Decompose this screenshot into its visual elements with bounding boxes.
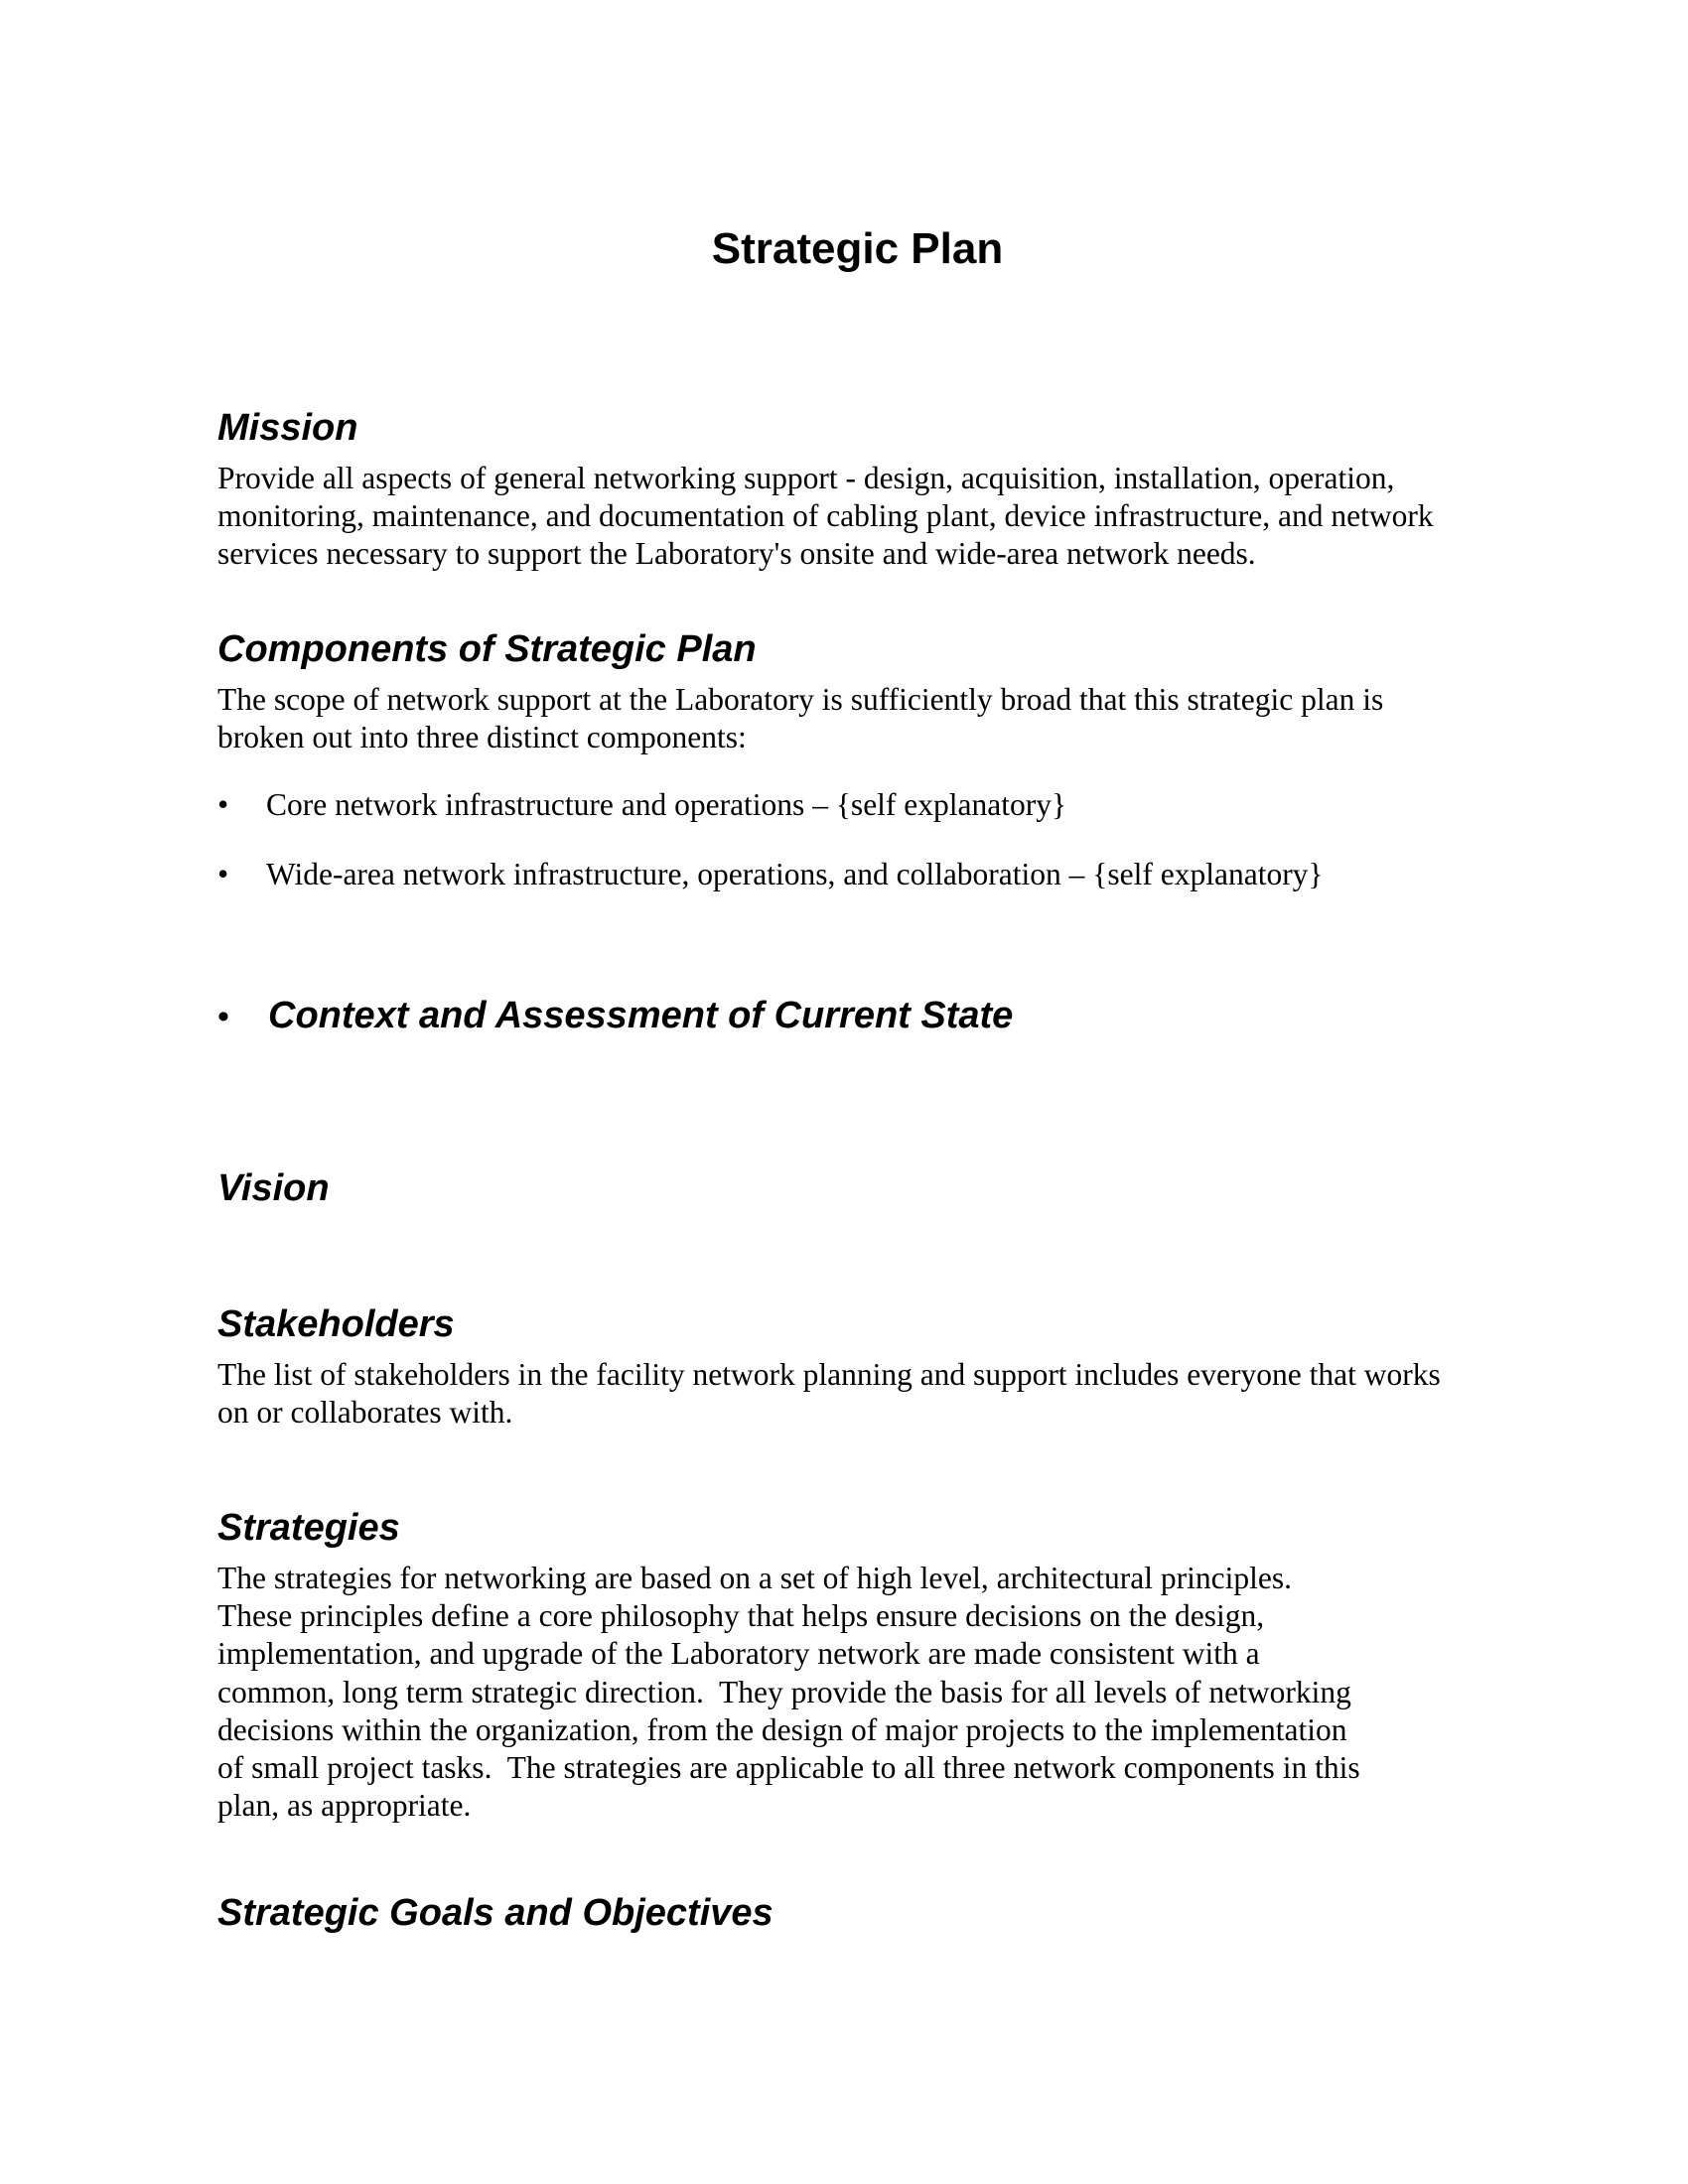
strategies-heading: Strategies bbox=[217, 1507, 400, 1549]
bullet-text: Wide-area network infrastructure, operations, and collaboration – {self explanatory} bbox=[266, 857, 1324, 891]
mission-paragraph bbox=[217, 460, 1434, 574]
mission-heading: Mission bbox=[217, 407, 358, 449]
page-title: Strategic Plan bbox=[711, 224, 1004, 273]
bullet-item bbox=[217, 785, 1066, 824]
components-line: broken out into three distinct components: bbox=[217, 720, 747, 755]
bullet-icon: • bbox=[217, 786, 229, 822]
components-line: The scope of network support at the Laboratory is sufficiently broad that this strategic plan is bbox=[217, 682, 1384, 717]
bullet-text: Core network infrastructure and operations – {self explanatory} bbox=[266, 787, 1067, 822]
context-heading-text: Context and Assessment of Current State bbox=[268, 995, 1014, 1036]
strategies-line: common, long term strategic direction. They provide the basis for all levels of networking bbox=[217, 1674, 1351, 1709]
mission-line: Provide all aspects of general networking support - design, acquisition, installation, operation, bbox=[217, 461, 1395, 495]
components-paragraph bbox=[217, 681, 1383, 756]
strategies-paragraph bbox=[217, 1560, 1360, 1825]
strategies-line: implementation, and upgrade of the Laboratory network are made consistent with a bbox=[217, 1636, 1260, 1672]
goals-heading: Strategic Goals and Objectives bbox=[217, 1892, 774, 1934]
strategies-line: plan, as appropriate. bbox=[217, 1788, 472, 1824]
stakeholders-paragraph bbox=[217, 1356, 1441, 1432]
strategies-line: The strategies for networking are based on a set of high level, architectural principles. bbox=[217, 1561, 1292, 1595]
stakeholders-heading: Stakeholders bbox=[217, 1303, 455, 1345]
context-heading bbox=[217, 993, 1013, 1040]
bullet-item bbox=[217, 855, 1324, 893]
components-heading: Components of Strategic Plan bbox=[217, 628, 757, 670]
mission-line: monitoring, maintenance, and documentation of cabling plant, device infrastructure, and network bbox=[217, 498, 1434, 534]
bullet-icon: • bbox=[217, 999, 229, 1035]
strategies-line: decisions within the organization, from the design of major projects to the implementation bbox=[217, 1711, 1347, 1747]
strategies-line: of small project tasks. The strategies are applicable to all three network components in this bbox=[217, 1750, 1360, 1786]
mission-line: services necessary to support the Laboratory's onsite and wide-area network needs. bbox=[217, 536, 1256, 572]
vision-heading: Vision bbox=[217, 1167, 330, 1209]
bullet-icon: • bbox=[217, 856, 229, 891]
stakeholders-line: The list of stakeholders in the facility network planning and support includes everyone that works bbox=[217, 1357, 1441, 1392]
strategies-line: These principles define a core philosophy that helps ensure decisions on the design, bbox=[217, 1598, 1265, 1634]
stakeholders-line: on or collaborates with. bbox=[217, 1395, 513, 1431]
